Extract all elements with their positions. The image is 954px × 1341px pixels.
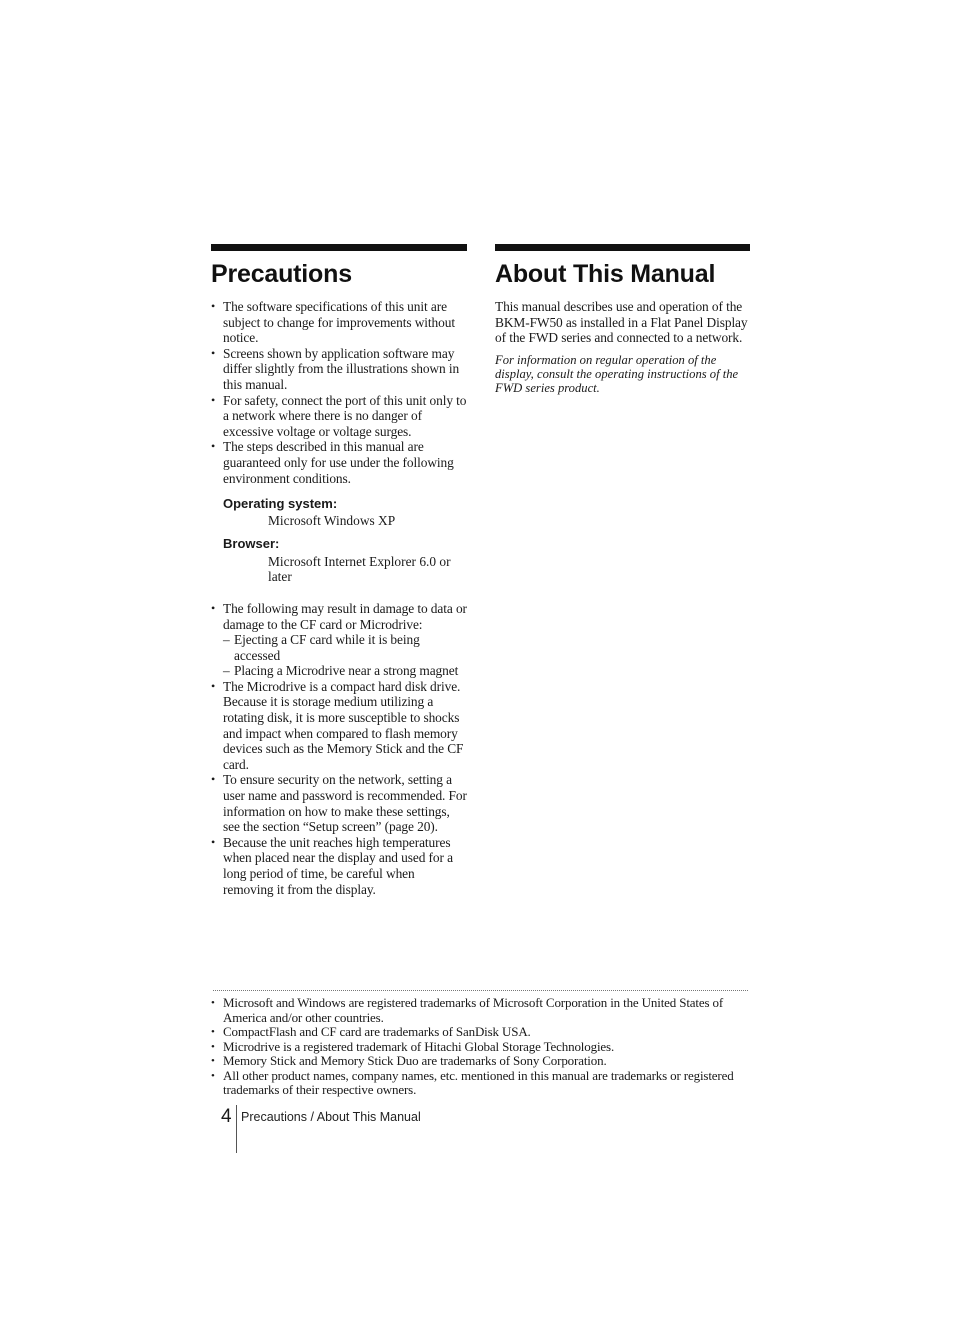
- trademark-item: • All other product names, company names, etc. mentioned in this manual are trademarks or registered trademarks of their respective owners.: [211, 1069, 756, 1098]
- about-heading: About This Manual: [495, 260, 716, 288]
- trademark-item: • CompactFlash and CF card are trademarks of SanDisk USA.: [211, 1025, 756, 1040]
- os-value: Microsoft Windows XP: [268, 513, 396, 529]
- precautions-list-a: [211, 299, 467, 486]
- precautions-heading: Precautions: [211, 260, 352, 288]
- sub-list-item: – Ejecting a CF card while it is being accessed: [223, 632, 467, 663]
- precautions-heading-rule: [211, 244, 467, 251]
- footer-divider: [236, 1105, 237, 1153]
- footer-section-title: Precautions / About This Manual: [241, 1110, 421, 1124]
- os-label: Operating system:: [223, 496, 338, 512]
- page-number: 4: [221, 1106, 232, 1127]
- trademarks-list: [211, 996, 756, 1098]
- trademark-item: • Microsoft and Windows are registered trademarks of Microsoft Corporation in the United States of America and/or other countries.: [211, 996, 756, 1025]
- about-section: [495, 244, 750, 395]
- trademark-item: • Microdrive is a registered trademark of Hitachi Global Storage Technologies.: [211, 1040, 756, 1055]
- damage-intro: The following may result in damage to data or damage to the CF card or Microdrive:: [223, 600, 467, 632]
- sub-list-item: – Placing a Microdrive near a strong magnet: [223, 663, 467, 679]
- list-item: • Because the unit reaches high temperatures when placed near the display and used for a long period of time, be careful when removing it from the display.: [211, 835, 467, 897]
- list-item: • The steps described in this manual are guaranteed only for use under the following environment conditions.: [211, 439, 467, 486]
- about-note: For information on regular operation of the display, consult the operating instructions of the FWD series product.: [495, 352, 739, 396]
- list-item: • For safety, connect the port of this unit only to a network where there is no danger of excessive voltage or voltage surges.: [211, 393, 467, 440]
- browser-value: Microsoft Internet Explorer 6.0 or later: [268, 553, 451, 585]
- about-body: This manual describes use and operation of the BKM-FW50 as installed in a Flat Panel Display of the FWD series and connected to a network.: [495, 299, 748, 346]
- browser-label: Browser:: [223, 535, 280, 551]
- list-item: • The Microdrive is a compact hard disk drive. Because it is storage medium utilizing a rotating disk, it is more susceptible to shocks and impact when compared to flash memory devices such as the Memory Stick and the CF card.: [211, 679, 467, 773]
- damage-sub-list: [223, 632, 467, 679]
- dotted-separator: [213, 990, 748, 991]
- trademark-item: • Memory Stick and Memory Stick Duo are trademarks of Sony Corporation.: [211, 1054, 756, 1069]
- list-item: • Screens shown by application software may differ slightly from the illustrations shown in this manual.: [211, 346, 467, 393]
- precautions-section: [211, 244, 467, 897]
- about-heading-rule: [495, 244, 750, 251]
- list-item: • The software specifications of this unit are subject to change for improvements without notice.: [211, 299, 467, 346]
- precautions-list-b: [211, 601, 467, 897]
- list-item: • To ensure security on the network, setting a user name and password is recommended. For information on how to make these settings, see the section “Setup screen” (page 20).: [211, 772, 467, 834]
- list-item-damage: [211, 601, 467, 679]
